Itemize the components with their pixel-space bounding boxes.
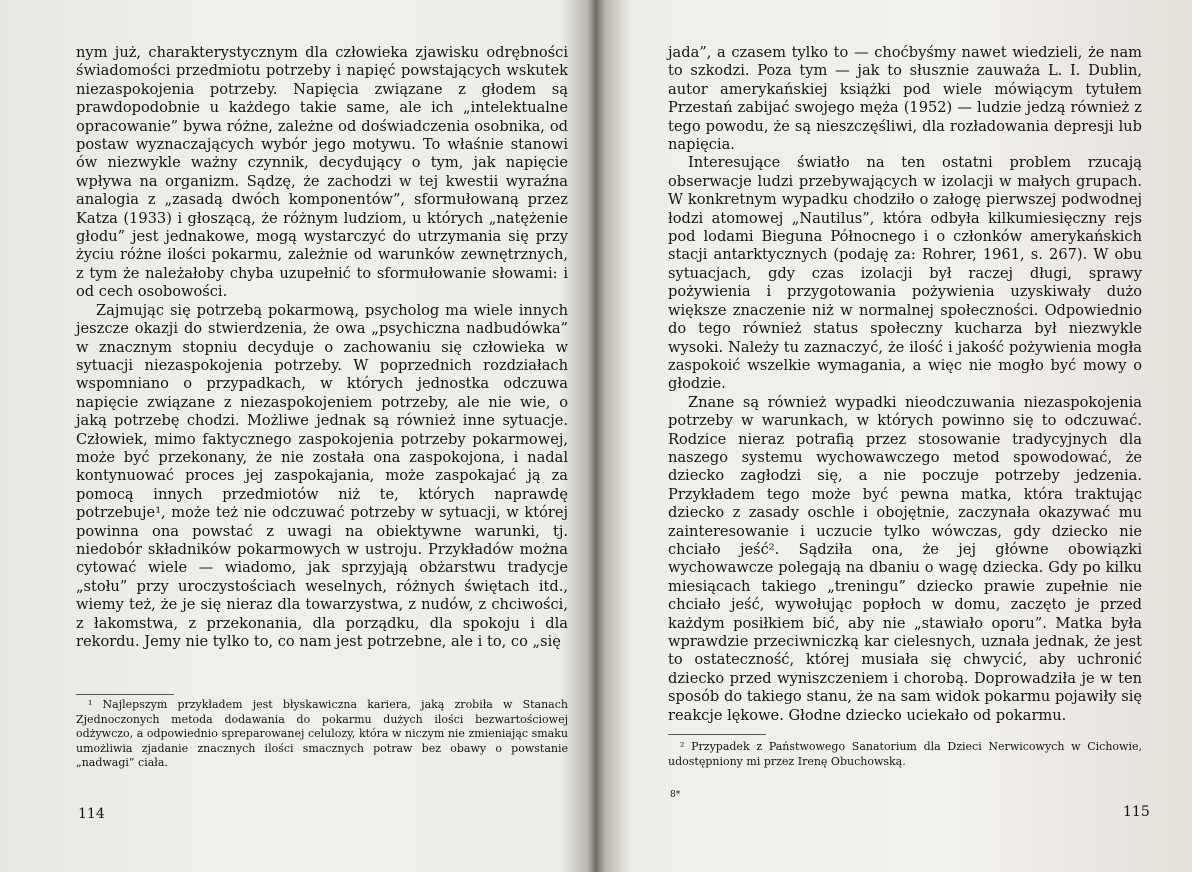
paragraph: nym już, charakterystycznym dla człowieka zjawisku odrębności świadomości przedmiotu potrzeby i napięć powstających wskutek niezaspokojenia potrzeby. Napięcia związane z głodem są prawdopodobnie u każdego takie same, ale ich „intelektualne opracowanie” bywa różne, zależne od doświadczenia osobnika, od postaw wyznaczających wybór jego motywu. To właśnie stanowi ów niezwykle ważny czynnik, decydujący o tym, jak napięcie wpływa na organizm. Sądzę, że zachodzi w tej kwestii wyraźna analogia z „zasadą dwóch komponentów”, sformułowaną przez Katza (1933) i głoszącą, że różnym ludziom, u których „natężenie głodu” jest jednakowe, mogą wystarczyć do utrzymania się przy życiu różne ilości pokarmu, zależnie od warunków zewnętrznych, z tym że należałoby chyba uzupełnić to sformułowanie słowami: i od cech osobowości.: [76, 44, 568, 301]
signature-mark: 8*: [670, 790, 681, 800]
left-footnote: [76, 698, 568, 771]
footnote-text: ¹ Najlepszym przykładem jest błyskawiczna kariera, jaką zrobiła w Stanach Zjednoczonych metoda dodawania do pokarmu dużych ilości bezwartościowej odżywczo, a odpowiednio spreparowanej celulozy, która w niczym nie zmieniając smaku umożliwia zjadanie znacznych ilości smacznych potraw bez obawy o powstanie „nadwagi” ciała.: [76, 698, 568, 770]
paragraph: Zajmując się potrzebą pokarmową, psycholog ma wiele innych jeszcze okazji do stwierdzenia, że owa „psychiczna nadbudówka” w znacznym stopniu decyduje o zachowaniu się człowieka w sytuacji niezaspokojenia potrzeby. W poprzednich rozdziałach wspomniano o przypadkach, w których jednostka odczuwa napięcie związane z niezaspokojeniem potrzeby, ale nie wie, o jaką potrzebę chodzi. Możliwe jednak są również inne sytuacje. Człowiek, mimo faktycznego zaspokojenia potrzeby pokarmowej, może być przekonany, że nie została ona zaspokojona, i nadal kontynuować proces jej zaspokajania, może zaspokajać ją za pomocą innych przedmiotów niż te, których naprawdę potrzebuje¹, może też nie odczuwać potrzeby w sytuacji, w której powinna ona powstać z uwagi na obiektywne warunki, tj. niedobór składników pokarmowych w ustroju. Przykładów można cytować wiele — wiadomo, jak sprzyjają obżarstwu tradycje „stołu” przy uroczystościach weselnych, różnych świętach itd., wiemy też, że je się nieraz dla towarzystwa, z nudów, z chciwości, z łakomstwa, z przekonania, dla porządku, dla spokoju i dla rekordu. Jemy nie tylko to, co nam jest potrzebne, ale i to, co „się: [76, 301, 568, 650]
page-number: 114: [78, 806, 105, 822]
paragraph: Interesujące światło na ten ostatni problem rzucają obserwacje ludzi przebywających w izolacji w małych grupach. W konkretnym wypadku chodziło o załogę pierwszej podwodnej łodzi atomowej „Nautilus”, która odbyła kilkumiesięczny rejs pod lodami Bieguna Północnego i o członków amerykańskich stacji antarktycznych (podaję za: Rohrer, 1961, s. 267). W obu sytuacjach, gdy czas izolacji był raczej długi, sprawy pożywienia i przygotowania pożywienia uzyskiwały dużo większe znaczenie niż w normalnej społeczności. Odpowiednio do tego również status społeczny kucharza był niezwykle wysoki. Należy tu zaznaczyć, że ilość i jakość pożywienia mogła zaspokoić wszelkie wymagania, a więc nie mogło być mowy o głodzie.: [668, 154, 1142, 393]
paragraph: jada”, a czasem tylko to — choćbyśmy nawet wiedzieli, że nam to szkodzi. Poza tym — jak to słusznie zauważa L. I. Dublin, autor amerykańskiej książki pod wiele mówiącym tytułem Przestań zabijać swojego męża (1952) — ludzie jedzą również z tego powodu, że są nieszczęśliwi, dla rozładowania depresji lub napięcia.: [668, 44, 1142, 154]
page-number: 115: [1123, 804, 1150, 820]
left-page-body: [76, 44, 568, 651]
footnote-separator: [668, 734, 766, 735]
paragraph: Znane są również wypadki nieodczuwania niezaspokojenia potrzeby w warunkach, w których powinno się to odczuwać. Rodzice nieraz potrafią przez stosowanie tradycyjnych dla naszego systemu wychowawczego metod spowodować, że dziecko zagłodzi się, a nie poczuje potrzeby jedzenia. Przykładem tego może być pewna matka, która traktując dziecko z zasady oschle i obojętnie, zaczynała okazywać mu zainteresowanie i uczucie tylko wówczas, gdy dziecko nie chciało jeść². Sądziła ona, że jej główne obowiązki wychowawcze polegają na dbaniu o wagę dziecka. Gdy po kilku miesiącach takiego „treningu” dziecko prawie zupełnie nie chciało jeść, wywołując popłoch w domu, zaczęto je przed każdym posiłkiem bić, aby nie „stawiało oporu”. Matka była wprawdzie przeciwniczką kar cielesnych, uznała jednak, że jest to ostateczność, której musiała się chwycić, aby uchronić dziecko przed wyniszczeniem i chorobą. Doprowadziła je w ten sposób do takiego stanu, że na sam widok pokarmu pojawiły się reakcje lękowe. Głodne dziecko uciekało od pokarmu.: [668, 393, 1142, 724]
footnote-text: ² Przypadek z Państwowego Sanatorium dla Dzieci Nerwicowych w Cichowie, udostępniony mi przez Irenę Obuchowską.: [668, 740, 1142, 768]
right-page-body: [668, 44, 1142, 725]
footnote-separator: [76, 694, 174, 695]
right-footnote: [668, 740, 1142, 769]
right-page: [596, 0, 1192, 872]
